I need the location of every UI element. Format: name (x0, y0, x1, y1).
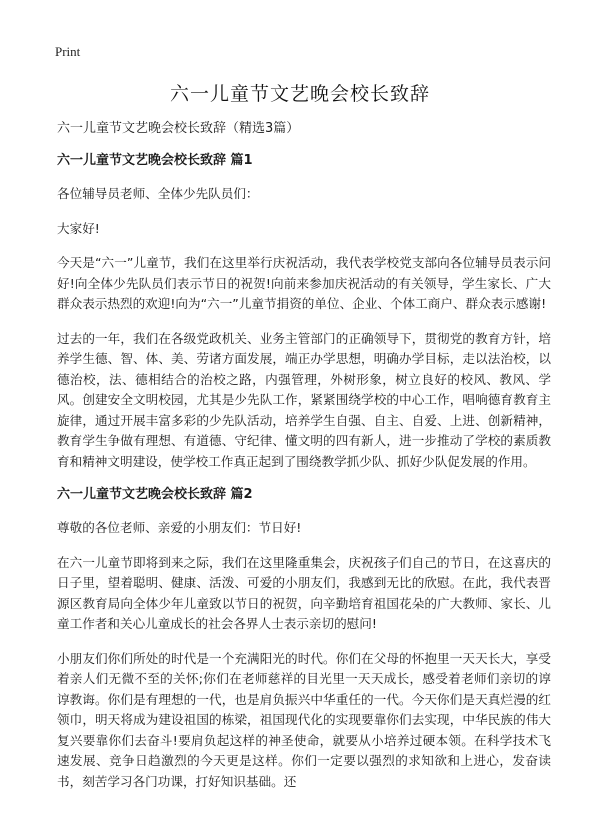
section-heading-1: 六一儿童节文艺晚会校长致辞 篇1 (57, 153, 253, 168)
body-paragraph: 在六一儿童节即将到来之际，我们在这里隆重集会，庆祝孩子们自己的节日，在这喜庆的日子里，望着聪明、健康、活泼、可爱的小朋友们，我感到无比的欣慰。在此，我代表晋源区教育局向全体少年儿童致以节日的祝贺，向辛勤培育祖国花朵的广大教师、家长、儿童工作者和关心儿童成长的社会各界人士表示亲切的慰问! (57, 554, 551, 631)
salutation-paragraph: 各位辅导员老师、全体少先队员们： (57, 186, 259, 201)
salutation-paragraph: 尊敬的各位老师、亲爱的小朋友们：节日好! (57, 520, 302, 535)
greeting-paragraph: 大家好! (57, 220, 100, 236)
document-title: 六一儿童节文艺晚会校长致辞 (169, 83, 430, 105)
document-subtitle: 六一儿童节文艺晚会校长致辞（精选3篇） (57, 121, 300, 136)
body-paragraph: 小朋友们你们所处的时代是一个充满阳光的时代。你们在父母的怀抱里一天天长大，享受着亲人们无微不至的关怀;你们在老师慈祥的目光里一天天成长，感受着老师们亲切的谆谆教诲。你们是有理想的一代，也是肩负振兴中华重任的一代。今天你们是天真烂漫的红领巾，明天将成为建设祖国的栋梁，祖国现代化的实现要靠你们去实现，中华民族的伟大复兴要靠你们去奋斗!要肩负起这样的神圣使命，就要从小培养过硬本领。在科学技术飞速发展、竞争日趋激烈的今天更是这样。你们一定要以强烈的求知欲和上进心，发奋读书，刻苦学习各门功课，打好知识基础。还 (57, 650, 551, 789)
body-paragraph: 过去的一年，我们在各级党政机关、业务主管部门的正确领导下，贯彻党的教育方针，培养学生德、智、体、美、劳诸方面发展，端正办学思想，明确办学目标，走以法治校，以德治校，法、德相结合的治校之路，内强管理，外树形象，树立良好的校风、教风、学风。创建安全文明校园，尤其是少先队工作，紧紧围绕学校的中心工作，唱响德育教育主旋律，通过开展丰富多彩的少先队活动，培养学生自强、自主、自爱、上进、创新精神，教育学生争做有理想、有道德、守纪律、懂文明的四有新人，进一步推动了学校的素质教育和精神文明建设，使学校工作真正起到了围绕教学抓少队、抓好少队促发展的作用。 (57, 330, 551, 469)
section-heading-2: 六一儿童节文艺晚会校长致辞 篇2 (57, 487, 253, 502)
document-body (57, 120, 551, 806)
print-link[interactable]: Print (55, 44, 81, 59)
body-paragraph: 今天是“六一”儿童节，我们在这里举行庆祝活动，我代表学校党支部向各位辅导员表示问好!向全体少先队员们表示节日的祝贺!向前来参加庆祝活动的有关领导，学生家长、广大群众表示热烈的欢迎!向为“六一”儿童节捐资的单位、企业、个体工商户、群众表示感谢! (57, 255, 551, 311)
